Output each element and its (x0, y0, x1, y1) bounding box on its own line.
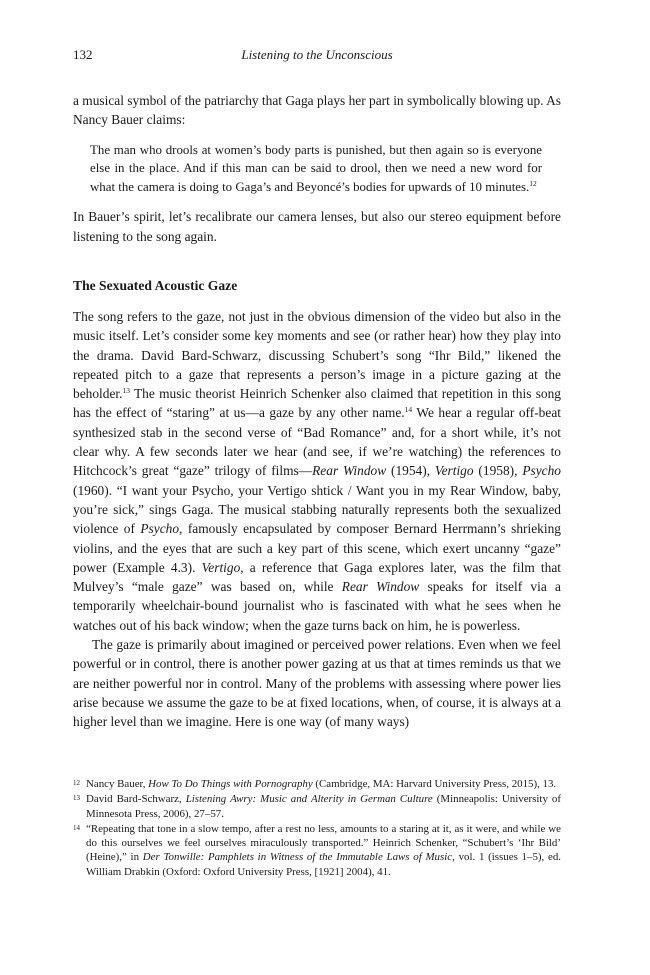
footnote-number: 12 (73, 779, 80, 787)
page-number: 132 (73, 47, 93, 62)
body-text (73, 91, 561, 732)
footnote-number: 14 (73, 823, 80, 832)
footnote-12: 12 Nancy Bauer, How To Do Things with Pornography (Cambridge, MA: Harvard University Press, 2015), 13. (73, 778, 557, 790)
film-title: Psycho (140, 521, 180, 537)
footnote-14: 14 “Repeating that tone in a slow tempo, after a rest no less, amounts to a staring at it, as it were, and while we do this ourselves we feel ourselves miraculously transported.” Heinrich Schenker, “Schubert’s ‘Ihr Bild’ (Heine),” in Der Tonwille: Pamphlets in Witness of the Immutable Laws of Music, vol. 1 (issues 1–5), ed. William Drabkin (Oxford: Oxford University Press, [1921] 2004), 41. (73, 822, 561, 878)
film-title: Rear Window (312, 463, 387, 479)
footnote-13: 13 David Bard-Schwarz, Listening Awry: Music and Alterity in German Culture (Minneapolis: University of Minnesota Press, 2006), 27–57. (73, 793, 561, 820)
paragraph-3: The song refers to the gaze, not just in the obvious dimension of the video but also in the music itself. Let’s consider some key moments and see (or rather hear) how they play into the drama. David Bard-Schwarz, discussing Schubert’s song “Ihr Bild,” likened the repeated pitch to a gaze that represents a person’s image in a picture gazing at the beholder.$^{13}$ The music theorist Heinrich Schenker also claimed that repetition in this song has the effect of “staring” at us—a gaze by any other name.$^{14}$ We hear a regular off-beat synthesized stab in the second verse of “Bad Romance” and, for a short while, it’s not clear why. A few seconds later we hear (and see, if we’re watching) the references to Hitchcock’s great “gaze” trilogy of films—Rear Window (1954), Vertigo (1958), Psycho (1960). “I want your Psycho, your Vertigo shtick / Want you in my Rear Window, baby, you’re sick,” sings Gaga. The musical stabbing naturally represents both the sexualized violence of Psycho, famously encapsulated by composer Bernard Herrmann’s shrieking violins, and the eyes that are such a key part of this scene, which exert uncanny “gaze” power (Example 4.3). Vertigo, a reference that Gaga explores later, was the film that Mulvey’s “male gaze” was based on, while Rear Window speaks for itself via a temporarily wheelchair-bound journalist who is fascinated with what he sees when he watches out of his back window; when the gaze turns back on him, he is powerless. (73, 308, 562, 633)
book-title: How To Do Things with Pornography (148, 778, 313, 790)
paragraph-1: a musical symbol of the patriarchy that Gaga plays her part in symbolically blowing up. As Nancy Bauer claims: (73, 93, 561, 128)
block-quote (90, 141, 542, 197)
paragraph-4: The gaze is primarily about imagined or perceived power relations. Even when we feel powerful or in control, there is another power gazing at us that at times reminds us that we are neither powerful nor in control. Many of the problems with assessing where power lies arise because we assume the gaze to be at fixed locations, when, of course, it is always at a higher level than we imagine. Here is one way (of many ways) (73, 637, 561, 730)
paragraph-2: In Bauer’s spirit, let’s recalibrate our camera lenses, but also our stereo equipment before listening to the song again. (73, 209, 561, 244)
footnotes (73, 777, 561, 880)
book-title: Listening Awry: Music and Alterity in German Culture (185, 793, 433, 806)
film-title: Vertigo (201, 559, 241, 575)
running-title: Listening to the Unconscious (241, 47, 393, 62)
section-heading: The Sexuated Acoustic Gaze (73, 277, 238, 293)
footnote-ref-12[interactable]: 12 (529, 178, 537, 188)
film-title: Psycho (522, 463, 561, 479)
running-head (73, 45, 561, 65)
film-title: Rear Window (341, 579, 420, 595)
book-title: Der Tonwille: Pamphlets in Witness of the Immutable Laws of Music (142, 851, 453, 864)
footnote-number: 13 (73, 794, 80, 803)
footnote-ref-13[interactable]: 13 (122, 386, 130, 396)
block-quote-text: The man who drools at women’s body parts is punished, but then again so is everyone else in the place. And if this man can be said to drool, then we need a new word for what the camera is doing to Gaga’s and Beyoncé’s bodies for upwards of 10 minutes. (90, 142, 542, 194)
footnote-ref-14[interactable]: 14 (404, 405, 413, 415)
film-title: Vertigo (434, 463, 474, 479)
